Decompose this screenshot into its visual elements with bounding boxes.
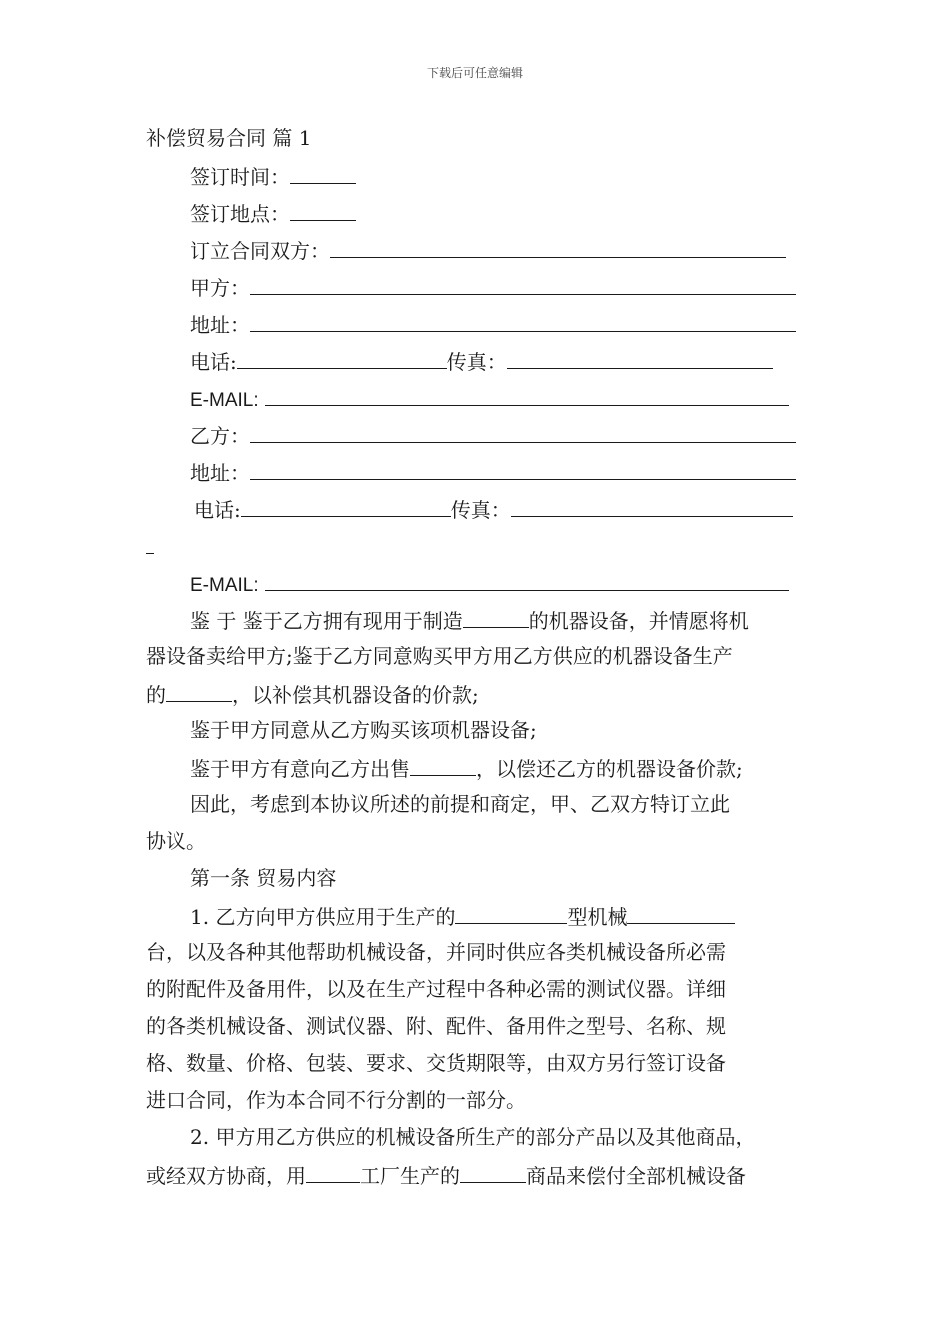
page-header-note: 下载后可任意编辑 (426, 66, 523, 80)
fax-b-overflow-row (146, 527, 808, 564)
body-para-2: 鉴于甲方同意从乙方购买该项机器设备; (190, 718, 537, 742)
address-a-blank (250, 305, 796, 332)
phone-a-blank (237, 342, 447, 369)
body-text: 工厂生产的 (360, 1164, 460, 1188)
fax-a-label: 传真： (446, 350, 507, 374)
article-1-heading: 第一条 贸易内容 (190, 866, 337, 890)
body-text: 1. 乙方向甲方供应用于生产的 (190, 905, 456, 929)
fax-b-blank (511, 490, 793, 517)
article-1-item-1-line-6: 进口合同，作为本合同不行分割的一部分。 (146, 1088, 526, 1112)
email-b-blank (265, 564, 789, 591)
article-1-item-1-line-4: 的各类机械设备、测试仪器、附、配件、备用件之型号、名称、规 (146, 1014, 726, 1038)
fax-b-overflow-blank (146, 527, 154, 554)
body-para-1-line-3 (146, 675, 808, 712)
email-a-row (146, 379, 808, 416)
article-1-item-1-line-1 (146, 897, 808, 934)
body-para-1-line-1 (146, 601, 808, 638)
product-blank-2 (166, 675, 232, 702)
email-a-label: E-MAIL: (190, 390, 259, 411)
email-b-row (146, 564, 808, 601)
quantity-blank (627, 897, 735, 924)
fax-b-label: 传真： (450, 498, 511, 522)
article-1-item-2-line-2 (146, 1156, 808, 1193)
sign-time-label: 签订时间： (190, 165, 290, 189)
body-text: ，以补偿其机器设备的价款; (232, 683, 479, 707)
contract-title: 补偿贸易合同 篇 1 (146, 126, 312, 150)
party-a-label: 甲方： (190, 276, 250, 300)
party-b-blank (250, 416, 796, 443)
article-1-item-1-line-2: 台，以及各种其他帮助机械设备，并同时供应各类机械设备所必需 (146, 940, 726, 964)
production-blank (455, 897, 567, 924)
phone-b-label: 电话: (194, 498, 241, 522)
body-para-3 (146, 749, 808, 786)
body-para-4-line-2: 协议。 (146, 829, 206, 853)
body-text: 的 (146, 683, 166, 707)
body-para-1-line-2: 器设备卖给甲方;鉴于乙方同意购买甲方用乙方供应的机器设备生产 (146, 644, 733, 668)
factory-blank (306, 1156, 360, 1183)
address-a-label: 地址： (190, 313, 250, 337)
email-a-blank (265, 379, 789, 406)
phone-fax-b-row (146, 490, 808, 527)
parties-row (146, 231, 808, 268)
article-1-item-1-line-3: 的附配件及备用件，以及在生产过程中各种必需的测试仪器。详细 (146, 977, 726, 1001)
body-text: 鉴 于 鉴于乙方拥有现用于制造 (190, 609, 463, 633)
party-b-row (146, 416, 808, 453)
party-a-blank (250, 268, 796, 295)
sign-place-label: 签订地点： (190, 202, 290, 226)
fax-a-blank (507, 342, 773, 369)
body-text: 鉴于甲方有意向乙方出售 (190, 757, 410, 781)
body-para-4-line-1: 因此，考虑到本协议所述的前提和商定，甲、乙双方特订立此 (190, 792, 730, 816)
sign-time-row (146, 157, 808, 194)
parties-blank (330, 231, 786, 258)
phone-b-blank (241, 490, 451, 517)
address-b-blank (250, 453, 796, 480)
sign-place-blank (290, 194, 356, 221)
sign-time-blank (290, 157, 356, 184)
body-text: ，以偿还乙方的机器设备价款; (476, 757, 743, 781)
address-a-row (146, 305, 808, 342)
contract-document (146, 120, 808, 1193)
body-text: 商品来偿付全部机械设备 (526, 1164, 746, 1188)
article-1-item-2-line-1: 2. 甲方用乙方供应的机械设备所生产的部分产品以及其他商品， (190, 1125, 756, 1149)
party-a-row (146, 268, 808, 305)
phone-a-label: 电话: (190, 350, 237, 374)
body-text: 或经双方协商，用 (146, 1164, 306, 1188)
party-b-label: 乙方： (190, 424, 250, 448)
parties-label: 订立合同双方： (190, 239, 330, 263)
article-1-item-1-line-5: 格、数量、价格、包装、要求、交货期限等，由双方另行签订设备 (146, 1051, 726, 1075)
address-b-label: 地址： (190, 461, 250, 485)
goods-blank-2 (460, 1156, 526, 1183)
sign-place-row (146, 194, 808, 231)
body-text: 型机械 (567, 905, 628, 929)
goods-blank (410, 749, 476, 776)
email-b-label: E-MAIL: (190, 575, 259, 596)
body-text: 的机器设备，并情愿将机 (528, 609, 749, 633)
address-b-row (146, 453, 808, 490)
product-blank (463, 601, 529, 628)
phone-fax-a-row (146, 342, 808, 379)
